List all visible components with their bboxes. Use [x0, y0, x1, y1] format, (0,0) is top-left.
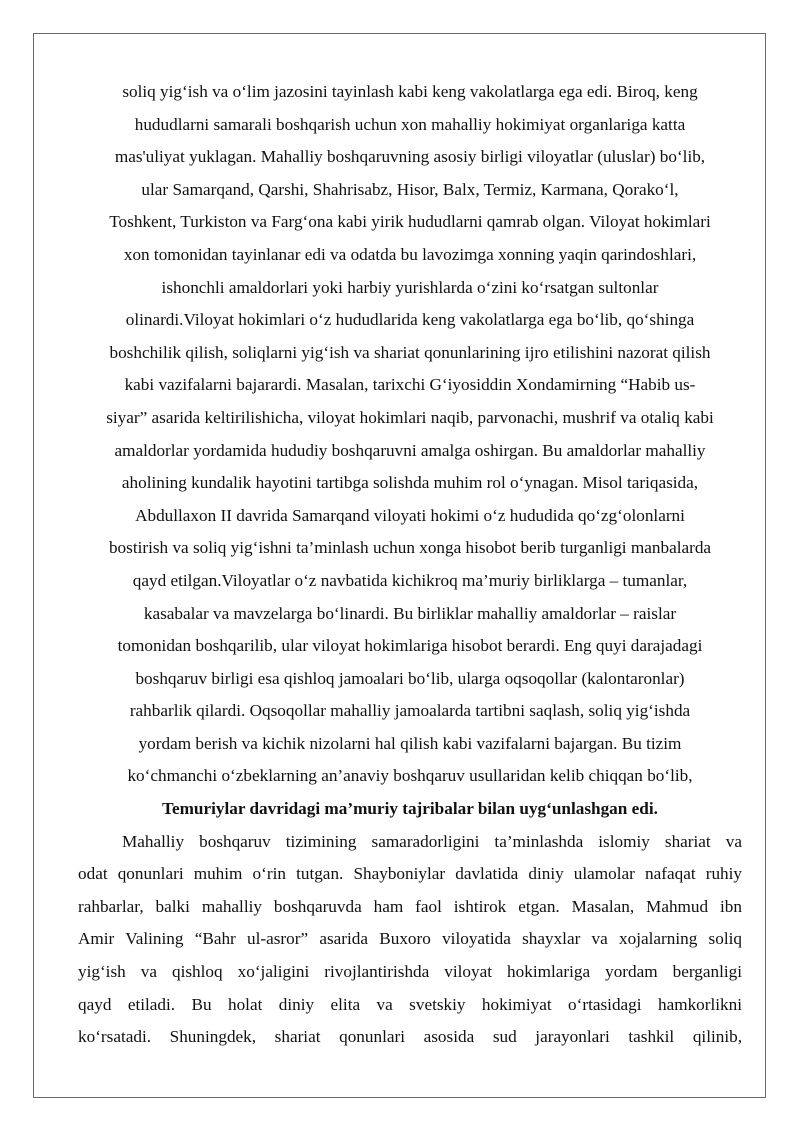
- bold-closing-line: Temuriylar davridagi ma’muriy tajribalar bilan uyg‘unlashgan edi.: [162, 799, 658, 819]
- text-line: qayd etilgan.Viloyatlar o‘z navbatida kichikroq ma’muriy birliklarga – tumanlar,: [132, 570, 688, 590]
- first-line-indented: Mahalliy boshqaruv tizimining samaradorligini ta’minlashda islomiy shariat va: [122, 831, 742, 851]
- text-line: siyar” asarida keltirilishicha, viloyat hokimlari naqib, parvonachi, mushrif va otaliq kabi: [106, 407, 714, 427]
- text-line: Amir Valining “Bahr ul-asror” asarida Buxoro viloyatida shayxlar va xojalarning soliq: [78, 929, 742, 949]
- document-body: [78, 76, 742, 1054]
- text-line: hududlarni samarali boshqarish uchun xon mahalliy hokimiyat organlariga katta: [134, 114, 686, 134]
- text-line: amaldorlar yordamida hududiy boshqaruvni amalga oshirgan. Bu amaldorlar mahalliy: [114, 440, 706, 460]
- text-line: Toshkent, Turkiston va Farg‘ona kabi yirik hududlarni qamrab olgan. Viloyat hokimlari: [109, 212, 711, 232]
- text-line: kabi vazifalarni bajarardi. Masalan, tarixchi G‘iyosiddin Xondamirning “Habib us-: [124, 375, 696, 395]
- text-line: odat qonunlari muhim o‘rin tutgan. Shayboniylar davlatida diniy ulamolar nafaqat ruhiy: [78, 864, 742, 884]
- justified-paragraph: [78, 826, 742, 1054]
- text-line: ko‘chmanchi o‘zbeklarning an’anaviy boshqaruv usullaridan kelib chiqqan bo‘lib,: [127, 766, 693, 786]
- text-line: qayd etiladi. Bu holat diniy elita va svetskiy hokimiyat o‘rtasidagi hamkorlikni: [78, 994, 742, 1014]
- text-line: soliq yig‘ish va o‘lim jazosini tayinlash kabi keng vakolatlarga ega edi. Biroq, keng: [122, 82, 698, 101]
- text-line: aholining kundalik hayotini tartibga solishda muhim rol o‘ynagan. Misol tariqasida,: [121, 473, 699, 493]
- text-line: ishonchli amaldorlari yoki harbiy yurishlarda o‘zini ko‘rsatgan sultonlar: [161, 277, 659, 297]
- text-line: tomonidan boshqarilib, ular viloyat hokimlariga hisobot berardi. Eng quyi darajadagi: [117, 636, 703, 656]
- text-line: mas'uliyat yuklagan. Mahalliy boshqaruvning asosiy birligi viloyatlar (uluslar) bo‘lib,: [114, 147, 706, 167]
- text-line: xon tomonidan tayinlanar edi va odatda bu lavozimga xonning yaqin qarindoshlari,: [123, 244, 697, 264]
- text-line: boshqaruv birligi esa qishloq jamoalari bo‘lib, ularga oqsoqollar (kalontaronlar): [135, 668, 685, 688]
- text-line: kasabalar va mavzelarga bo‘linardi. Bu birliklar mahalliy amaldorlar – raislar: [143, 603, 677, 623]
- text-line: boshchilik qilish, soliqlarni yig‘ish va shariat qonunlarining ijro etilishini nazorat qilish: [109, 342, 711, 362]
- text-line: yordam berish va kichik nizolarni hal qilish kabi vazifalarni bajargan. Bu tizim: [138, 733, 682, 753]
- text-line: olinardi.Viloyat hokimlari o‘z hududlarida keng vakolatlarga ega bo‘lib, qo‘shinga: [125, 310, 695, 330]
- text-line: ko‘rsatadi. Shuningdek, shariat qonunlari asosida sud jarayonlari tashkil qilinib,: [78, 1027, 742, 1047]
- text-line: ular Samarqand, Qarshi, Shahrisabz, Hisor, Balx, Termiz, Karmana, Qorako‘l,: [141, 179, 679, 199]
- text-line: Abdullaxon II davrida Samarqand viloyati hokimi o‘z hududida qo‘zg‘olonlarni: [135, 505, 685, 525]
- centered-paragraph: [78, 76, 742, 826]
- text-line: rahbarlik qilardi. Oqsoqollar mahalliy jamoalarda tartibni saqlash, soliq yig‘ishda: [129, 701, 691, 721]
- text-line: rahbarlar, balki mahalliy boshqaruvda ham faol ishtirok etgan. Masalan, Mahmud ibn: [78, 896, 742, 916]
- text-line: bostirish va soliq yig‘ishni ta’minlash uchun xonga hisobot berib turganligi manbalarda: [108, 538, 712, 558]
- text-line: yig‘ish va qishloq xo‘jaligini rivojlantirishda viloyat hokimlariga yordam berganligi: [78, 962, 742, 982]
